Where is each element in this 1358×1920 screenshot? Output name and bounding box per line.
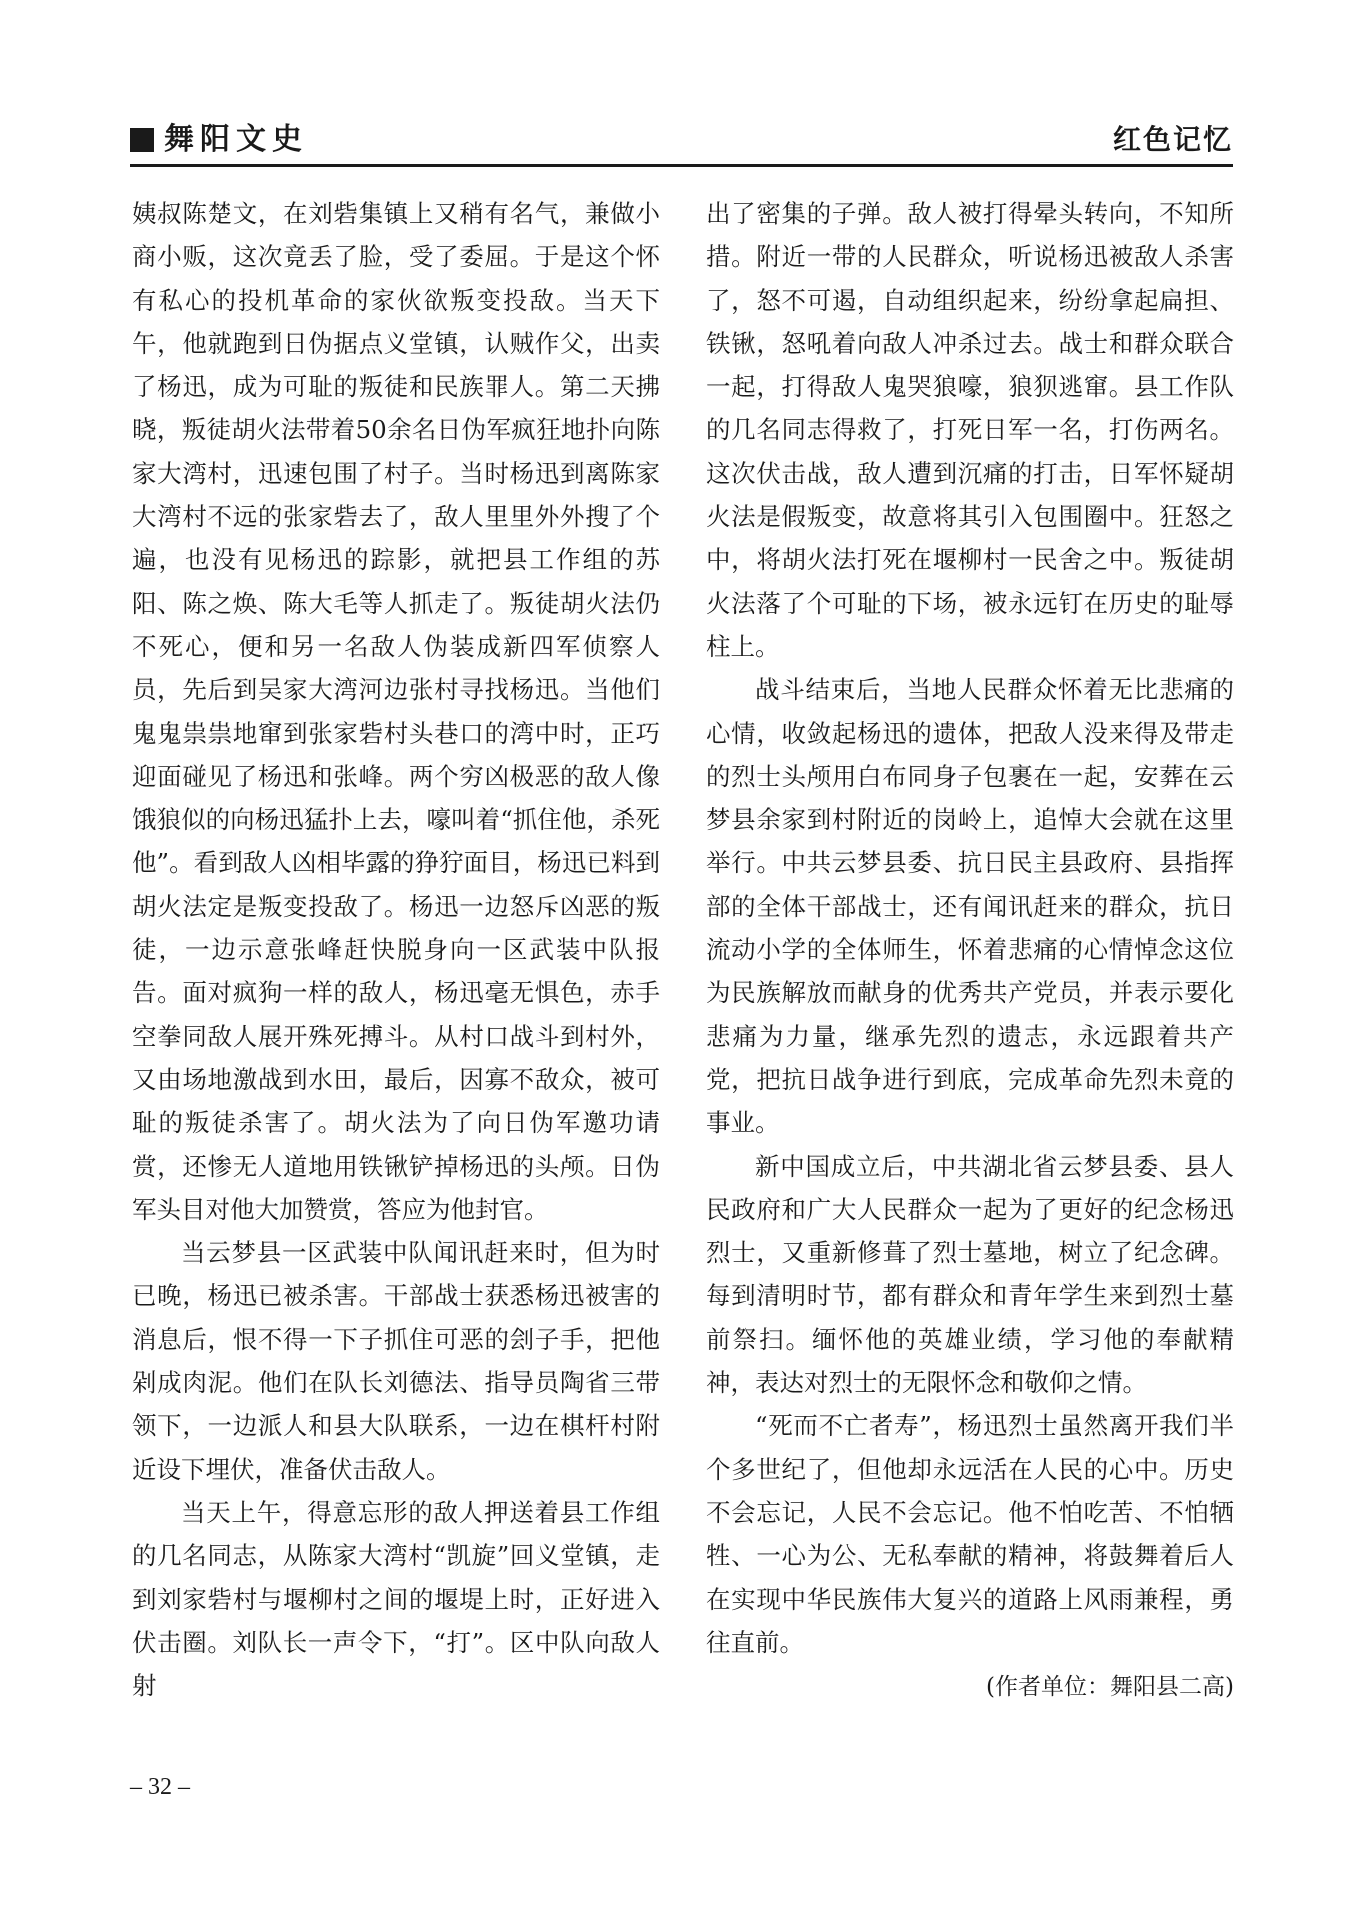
paragraph: 新中国成立后，中共湖北省云梦县委、县人民政府和广大人民群众一起为了更好的纪念杨迅烈士，又重新修葺了烈士墓地，树立了纪念碑。每到清明时节，都有群众和青年学生来到烈士墓前祭扫。缅怀他的英雄业绩，学习他的奉献精神，表达对烈士的无限怀念和敬仰之情。: [706, 1151, 1234, 1398]
page-header: [130, 118, 1233, 164]
square-bullet-icon: [130, 128, 154, 152]
page-number: – 32 –: [130, 1774, 190, 1800]
paragraph: 出了密集的子弹。敌人被打得晕头转向，不知所措。附近一带的人民群众，听说杨迅被敌人杀害了，怒不可遏，自动组织起来，纷纷拿起扁担、铁锹，怒吼着向敌人冲杀过去。战士和群众联合一起，打得敌人鬼哭狼嚎，狼狈逃窜。县工作队的几名同志得救了，打死日军一名，打伤两名。这次伏击战，敌人遭到沉痛的打击，日军怀疑胡火法是假叛变，故意将其引入包围圈中。狂怒之中，将胡火法打死在堰柳村一民舍之中。叛徒胡火法落了个可耻的下场，被永远钉在历史的耻辱柱上。: [706, 199, 1234, 661]
header-divider: [130, 164, 1233, 167]
paragraph: 当天上午，得意忘形的敌人押送着县工作组的几名同志，从陈家大湾村“凯旋”回义堂镇，走到刘家砦村与堰柳村之间的堰堤上时，正好进入伏击圈。刘队长一声令下，“打”。区中队向敌人射: [132, 1497, 660, 1701]
left-column: [132, 192, 660, 1707]
paragraph: 战斗结束后，当地人民群众怀着无比悲痛的心情，收敛起杨迅的遗体，把敌人没来得及带走的烈士头颅用白布同身子包裹在一起，安葬在云梦县余家到村附近的岗岭上，追悼大会就在这里举行。中共云梦县委、抗日民主县政府、县指挥部的全体干部战士，还有闻讯赶来的群众，抗日流动小学的全体师生，怀着悲痛的心情悼念这位为民族解放而献身的优秀共产党员，并表示要化悲痛为力量，继承先烈的遗志，永远跟着共产党，把抗日战争进行到底，完成革命先烈未竟的事业。: [706, 675, 1234, 1138]
journal-title: 舞阳文史: [164, 122, 308, 157]
author-byline: (作者单位：舞阳县二高): [986, 1674, 1234, 1701]
paragraph: 姨叔陈楚文，在刘砦集镇上又稍有名气，兼做小商小贩，这次竟丢了脸，受了委屈。于是这个怀有私心的投机革命的家伙欲叛变投敌。当天下午，他就跑到日伪据点义堂镇，认贼作父，出卖了杨迅，成为可耻的叛徒和民族罪人。第二天拂晓，叛徒胡火法带着50余名日伪军疯狂地扑向陈家大湾村，迅速包围了村子。当时杨迅到离陈家大湾村不远的张家砦去了，敌人里里外外搜了个遍，也没有见杨迅的踪影，就把县工作组的苏阳、陈之焕、陈大毛等人抓走了。叛徒胡火法仍不死心，便和另一名敌人伪装成新四军侦察人员，先后到吴家大湾河边张村寻找杨迅。当他们鬼鬼祟祟地窜到张家砦村头巷口的湾中时，正巧迎面碰见了杨迅和张峰。两个穷凶极恶的敌人像饿狼似的向杨迅猛扑上去，嚎叫着“抓住他，杀死他”。看到敌人凶相毕露的狰狞面目，杨迅已料到胡火法定是叛变投敌了。杨迅一边怒斥凶恶的叛徒，一边示意张峰赶快脱身向一区武装中队报告。面对疯狗一样的敌人，杨迅毫无惧色，赤手空拳同敌人展开殊死搏斗。从村口战斗到村外，又由场地激战到水田，最后，因寡不敌众，被可耻的叛徒杀害了。胡火法为了向日伪军邀功请赏，还惨无人道地用铁锹铲掉杨迅的头颅。日伪军头目对他大加赞赏，答应为他封官。: [132, 199, 660, 1224]
paragraph: “死而不亡者寿”，杨迅烈士虽然离开我们半个多世纪了，但他却永远活在人民的心中。历史不会忘记，人民不会忘记。他不怕吃苦、不怕牺牲、一心为公、无私奉献的精神，将鼓舞着后人在实现中华民族伟大复兴的道路上风雨兼程，勇往直前。: [706, 1411, 1234, 1657]
right-column: [706, 192, 1234, 1709]
section-title: 红色记忆: [1112, 123, 1233, 156]
paragraph: 当云梦县一区武装中队闻讯赶来时，但为时已晚，杨迅已被杀害。干部战士获悉杨迅被害的消息后，恨不得一下子抓住可恶的刽子手，把他剁成肉泥。他们在队长刘德法、指导员陶省三带领下，一边派人和县大队联系，一边在棋杆村附近设下埋伏，准备伏击敌人。: [132, 1238, 660, 1484]
